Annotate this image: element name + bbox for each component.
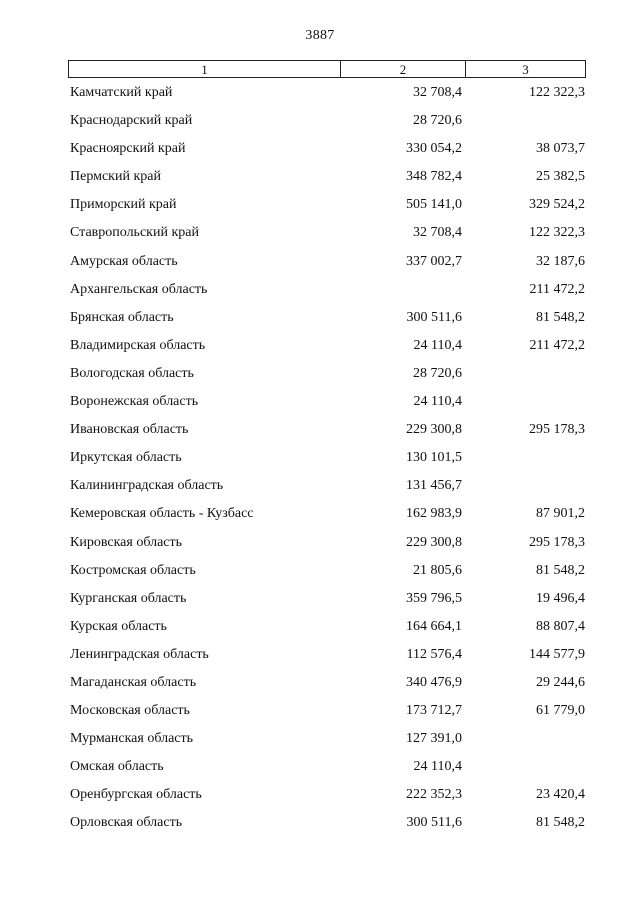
- table-row: [0, 192, 640, 220]
- region-name: Ивановская область: [70, 422, 189, 438]
- value-col-2: 348 782,4: [406, 169, 462, 185]
- value-col-2: 164 664,1: [406, 618, 462, 634]
- column-header-2: 2: [341, 61, 466, 77]
- value-col-3: 88 807,4: [536, 618, 585, 634]
- region-name: Воронежская область: [70, 394, 199, 410]
- table-row: [0, 277, 640, 305]
- table-row: [0, 389, 640, 417]
- value-col-2: 28 720,6: [413, 365, 462, 381]
- value-col-2: 130 101,5: [406, 450, 462, 466]
- value-col-2: 222 352,3: [406, 787, 462, 803]
- value-col-2: 127 391,0: [406, 731, 462, 747]
- value-col-3: 81 548,2: [536, 562, 585, 578]
- value-col-2: 24 110,4: [413, 759, 462, 775]
- table-row: [0, 417, 640, 445]
- value-col-3: 295 178,3: [529, 422, 585, 438]
- value-col-2: 32 708,4: [413, 85, 462, 100]
- value-col-2: 300 511,6: [406, 309, 462, 325]
- value-col-3: 19 496,4: [536, 590, 585, 606]
- table-row: [0, 754, 640, 782]
- region-name: Архангельская область: [70, 281, 208, 297]
- region-name: Ставропольский край: [70, 225, 199, 241]
- region-name: Курская область: [70, 618, 167, 634]
- table-row: [0, 333, 640, 361]
- table-row: [0, 586, 640, 614]
- column-header-row: [68, 60, 586, 78]
- region-name: Кемеровская область - Кузбасс: [70, 506, 254, 522]
- value-col-2: 505 141,0: [406, 197, 462, 213]
- region-name: Брянская область: [70, 309, 174, 325]
- value-col-3: 144 577,9: [529, 646, 585, 662]
- table-row: [0, 305, 640, 333]
- table-row: [0, 220, 640, 248]
- value-col-3: 61 779,0: [536, 703, 585, 719]
- region-name: Магаданская область: [70, 674, 197, 690]
- value-col-3: 122 322,3: [529, 85, 585, 100]
- region-name: Ленинградская область: [70, 646, 209, 662]
- value-col-2: 340 476,9: [406, 674, 462, 690]
- value-col-2: 24 110,4: [413, 394, 462, 410]
- value-col-2: 337 002,7: [406, 253, 462, 269]
- region-name: Московская область: [70, 703, 190, 719]
- region-name: Красноярский край: [70, 141, 186, 157]
- region-name: Орловская область: [70, 815, 183, 831]
- region-name: Калининградская область: [70, 478, 224, 494]
- table-row: [0, 670, 640, 698]
- table-row: [0, 361, 640, 389]
- value-col-2: 229 300,8: [406, 422, 462, 438]
- value-col-3: 38 073,7: [536, 141, 585, 157]
- column-header-3: 3: [522, 61, 529, 77]
- region-name: Оренбургская область: [70, 787, 202, 803]
- value-col-2: 24 110,4: [413, 337, 462, 353]
- value-col-3: 81 548,2: [536, 309, 585, 325]
- table-row: [0, 80, 640, 108]
- table-row: [0, 558, 640, 586]
- value-col-3: 23 420,4: [536, 787, 585, 803]
- value-col-3: 329 524,2: [529, 197, 585, 213]
- table-row: [0, 445, 640, 473]
- region-name: Приморский край: [70, 197, 177, 213]
- region-name: Омская область: [70, 759, 164, 775]
- region-name: Кировская область: [70, 534, 183, 550]
- region-name: Вологодская область: [70, 365, 194, 381]
- region-name: Амурская область: [70, 253, 178, 269]
- region-name: Камчатский край: [70, 85, 173, 100]
- value-col-2: 359 796,5: [406, 590, 462, 606]
- region-name: Курганская область: [70, 590, 187, 606]
- table-body: [0, 80, 640, 839]
- value-col-2: 112 576,4: [406, 646, 462, 662]
- value-col-3: 25 382,5: [536, 169, 585, 185]
- region-name: Пермский край: [70, 169, 161, 185]
- value-col-3: 87 901,2: [536, 506, 585, 522]
- value-col-2: 330 054,2: [406, 141, 462, 157]
- region-name: Костромская область: [70, 562, 196, 578]
- value-col-3: 81 548,2: [536, 815, 585, 831]
- table-row: [0, 810, 640, 838]
- value-col-2: 162 983,9: [406, 506, 462, 522]
- table-row: [0, 614, 640, 642]
- value-col-2: 131 456,7: [406, 478, 462, 494]
- column-header-1: 1: [69, 61, 341, 77]
- table-row: [0, 501, 640, 529]
- value-col-2: 28 720,6: [413, 113, 462, 129]
- region-name: Иркутская область: [70, 450, 182, 466]
- value-col-3: 32 187,6: [536, 253, 585, 269]
- value-col-3: 29 244,6: [536, 674, 585, 690]
- value-col-2: 300 511,6: [406, 815, 462, 831]
- table-row: [0, 136, 640, 164]
- table-row: [0, 726, 640, 754]
- value-col-2: 173 712,7: [406, 703, 462, 719]
- value-col-3: 211 472,2: [529, 281, 585, 297]
- table-row: [0, 249, 640, 277]
- table-row: [0, 473, 640, 501]
- table-row: [0, 698, 640, 726]
- table-row: [0, 782, 640, 810]
- region-name: Владимирская область: [70, 337, 206, 353]
- page-number: 3887: [305, 28, 335, 43]
- table-row: [0, 164, 640, 192]
- value-col-3: 122 322,3: [529, 225, 585, 241]
- value-col-3: 295 178,3: [529, 534, 585, 550]
- value-col-3: 211 472,2: [529, 337, 585, 353]
- value-col-2: 229 300,8: [406, 534, 462, 550]
- value-col-2: 32 708,4: [413, 225, 462, 241]
- region-name: Мурманская область: [70, 731, 194, 747]
- table-row: [0, 642, 640, 670]
- region-name: Краснодарский край: [70, 113, 193, 129]
- table-row: [0, 530, 640, 558]
- value-col-2: 21 805,6: [413, 562, 462, 578]
- table-row: [0, 108, 640, 136]
